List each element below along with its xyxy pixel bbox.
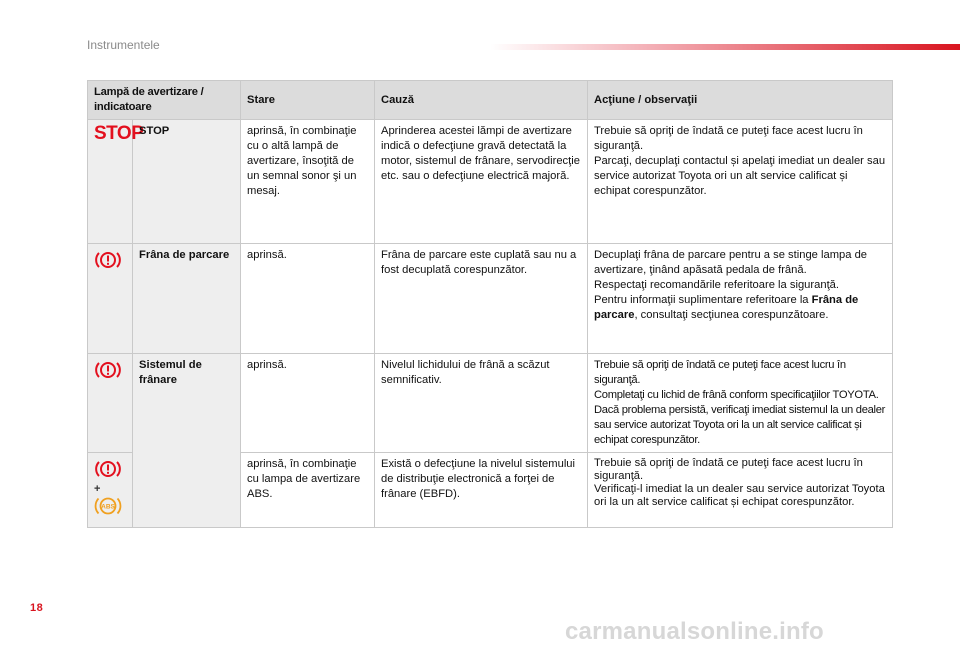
- section-title: Instrumentele: [87, 38, 160, 52]
- lamp-state: aprinsă, în combinaţie cu lampa de avertizare ABS.: [241, 453, 375, 528]
- lamp-icon-cell: [88, 453, 133, 528]
- header-accent-bar: [490, 44, 960, 50]
- lamp-cause: Frâna de parcare este cuplată sau nu a fost decuplată corespunzător.: [375, 244, 588, 354]
- lamp-action: [588, 244, 893, 354]
- brake-warning-icon: [94, 360, 122, 385]
- watermark: carmanualsonline.info: [565, 618, 824, 645]
- action-text: Decuplaţi frâna de parcare pentru a se stinge lampa de avertizare, ţinând apăsată pedala de frână. Respectaţi recomandările referitoare la siguranţă. Pentru informaţii suplimentare referitoare la: [594, 249, 868, 306]
- page-number: 18: [30, 602, 44, 614]
- column-header-cause: Cauză: [375, 81, 588, 120]
- lamp-action: Trebuie să opriţi de îndată ce puteţi face acest lucru în siguranţă. Verificaţi-l imediat la un dealer sau service autorizat Toyota ori la un alt service calificat și echipat corespunzător.: [588, 453, 893, 528]
- lamp-name: STOP: [133, 120, 241, 244]
- lamp-action: Trebuie să opriţi de îndată ce puteţi face acest lucru în siguranţă. Parcaţi, decuplaţi contactul și apelaţi imediat un dealer sau service autorizat Toyota ori un alt service calificat și echipat corespunzător.: [588, 120, 893, 244]
- table-row: [88, 244, 893, 354]
- abs-icon-label: ABS: [101, 503, 115, 511]
- lamp-icon-cell: [88, 354, 133, 453]
- lamp-state: aprinsă.: [241, 354, 375, 453]
- lamp-cause: Aprinderea acestei lămpi de avertizare indică o defecţiune gravă detectată la motor, sistemul de frânare, servodirecţie etc. sau o defecţiune electrică majoră.: [375, 120, 588, 244]
- lamp-cause: Există o defecţiune la nivelul sistemului de distribuţie electronică a forţei de frânare (EBFD).: [375, 453, 588, 528]
- plus-sign: +: [94, 483, 101, 495]
- column-header-action: Acţiune / observaţii: [588, 81, 893, 120]
- table-header-row: [88, 81, 893, 120]
- abs-warning-icon: [94, 495, 122, 522]
- table-row: [88, 120, 893, 244]
- lamp-cause: Nivelul lichidului de frână a scăzut semnificativ.: [375, 354, 588, 453]
- column-header-state: Stare: [241, 81, 375, 120]
- brake-warning-icon: [94, 459, 122, 484]
- action-reference-bold: Frâna de parcare: [594, 294, 859, 321]
- lamp-icon-cell: [88, 120, 144, 244]
- warning-lamps-table: [87, 80, 893, 528]
- column-header-lamp: Lampă de avertizare / indicatoare: [88, 81, 241, 120]
- lamp-icon-cell: [88, 244, 133, 354]
- action-text-end: , consultaţi secţiunea corespunzătoare.: [634, 309, 829, 321]
- lamp-action: Trebuie să opriţi de îndată ce puteţi face acest lucru în siguranţă. Completaţi cu lichid de frână conform specificaţiilor TOYOTA. Dacă problema persistă, verificaţi imediat sistemul la un dealer sau service autorizat Toyota ori la un alt service calificat și echipat corespunzător.: [588, 354, 893, 453]
- lamp-state: aprinsă, în combinaţie cu o altă lampă de avertizare, însoţită de un semnal sonor şi un mesaj.: [241, 120, 375, 244]
- lamp-state: aprinsă.: [241, 244, 375, 354]
- table-row: [88, 354, 893, 453]
- lamp-name: Sistemul de frânare: [133, 354, 241, 528]
- stop-warning-icon: STOP: [94, 123, 144, 144]
- lamp-name: Frâna de parcare: [133, 244, 241, 354]
- brake-warning-icon: [94, 250, 122, 275]
